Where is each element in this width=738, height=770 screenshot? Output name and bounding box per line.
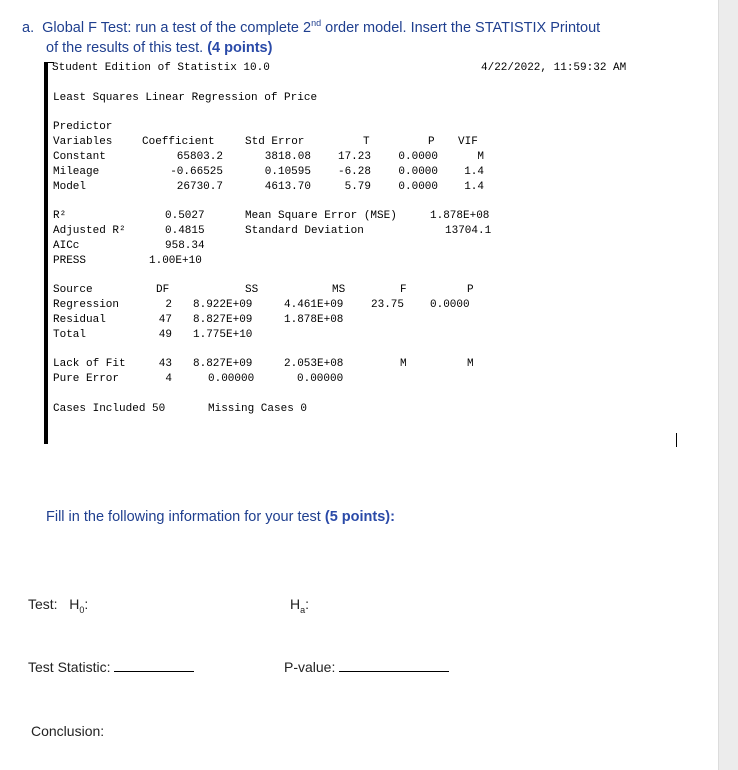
sd-label: Standard Deviation xyxy=(245,225,364,237)
printout-edition: Student Edition of Statistix 10.0 xyxy=(52,62,270,74)
text-cursor xyxy=(676,433,677,447)
lof-row-ms: 2.053E+08 xyxy=(284,358,344,370)
coef-row-var: Constant xyxy=(53,151,106,163)
fit-label: R² xyxy=(53,210,67,222)
anova-header-source: Source xyxy=(53,284,93,296)
anova-row-p: 0.0000 xyxy=(430,299,470,311)
fit-label: Adjusted R² xyxy=(53,225,126,237)
anova-row-source: Total xyxy=(53,329,87,341)
anova-header-p: P xyxy=(467,284,474,296)
anova-row-ss: 8.827E+09 xyxy=(193,314,253,326)
fill-prompt: Fill in the following information for your test (5 points): xyxy=(46,509,395,525)
scrollbar[interactable] xyxy=(718,0,738,770)
cases-included: Cases Included 50 xyxy=(53,403,166,415)
header-coefficient: Coefficient xyxy=(142,136,215,148)
ha-label: $H_a$: xyxy=(290,596,310,615)
anova-row-df: 49 xyxy=(158,329,172,341)
coef-row-vif: M xyxy=(477,151,484,163)
printout-timestamp: 4/22/2022, 11:59:32 AM xyxy=(481,62,627,74)
question-letter: a. xyxy=(22,20,35,36)
anova-row-df: 47 xyxy=(158,314,172,326)
coef-row-t: -6.28 xyxy=(337,166,371,178)
test-statistic-line: Test Statistic: xyxy=(28,659,194,675)
fit-label: AICc xyxy=(53,240,80,252)
header-std-error: Std Error xyxy=(245,136,305,148)
fit-label: PRESS xyxy=(53,255,87,267)
lof-row-ms: 0.00000 xyxy=(297,373,344,385)
coef-row-se: 4613.70 xyxy=(264,181,311,193)
lof-row-p: M xyxy=(467,358,474,370)
coef-row-coef: 65803.2 xyxy=(176,151,223,163)
test-statistic-blank[interactable] xyxy=(114,659,194,672)
lof-row-ss: 8.827E+09 xyxy=(193,358,253,370)
anova-row-source: Regression xyxy=(53,299,120,311)
sd-value: 13704.1 xyxy=(445,225,492,237)
coef-row-var: Mileage xyxy=(53,166,100,178)
anova-row-ss: 1.775E+10 xyxy=(193,329,253,341)
header-t: T xyxy=(363,136,370,148)
conclusion-label: Conclusion: xyxy=(31,723,105,739)
coef-row-vif: 1.4 xyxy=(464,181,484,193)
test-line: Test: $H_0$: xyxy=(28,596,89,615)
anova-row-source: Residual xyxy=(53,314,106,326)
coef-row-t: 17.23 xyxy=(337,151,371,163)
header-predictor: Predictor xyxy=(53,121,113,133)
anova-row-ms: 4.461E+09 xyxy=(284,299,344,311)
h0-label: $H_0$: xyxy=(69,596,89,615)
lof-row-ss: 0.00000 xyxy=(208,373,255,385)
anova-row-ms: 1.878E+08 xyxy=(284,314,344,326)
coef-row-se: 3818.08 xyxy=(264,151,311,163)
fit-value: 1.00E+10 xyxy=(149,255,202,267)
anova-header-ms: MS xyxy=(332,284,346,296)
anova-header-df: DF xyxy=(156,284,170,296)
printout-title: Least Squares Linear Regression of Price xyxy=(53,92,318,104)
pvalue-line: P-value: xyxy=(284,659,449,675)
anova-header-f: F xyxy=(400,284,407,296)
question-line-2: of the results of this test. (4 points) xyxy=(46,40,273,56)
anova-row-f: 23.75 xyxy=(371,299,405,311)
lof-row-df: 4 xyxy=(165,373,172,385)
lof-row-df: 43 xyxy=(158,358,172,370)
mse-value: 1.878E+08 xyxy=(430,210,490,222)
anova-header-ss: SS xyxy=(245,284,259,296)
anova-row-df: 2 xyxy=(165,299,172,311)
fit-value: 0.4815 xyxy=(165,225,205,237)
mse-label: Mean Square Error (MSE) xyxy=(245,210,397,222)
coef-row-p: 0.0000 xyxy=(398,181,438,193)
printout-border xyxy=(44,62,48,444)
coef-row-t: 5.79 xyxy=(344,181,371,193)
coef-row-coef: -0.66525 xyxy=(170,166,223,178)
header-vif: VIF xyxy=(458,136,478,148)
fit-value: 0.5027 xyxy=(165,210,205,222)
header-p: P xyxy=(428,136,435,148)
coef-row-vif: 1.4 xyxy=(464,166,484,178)
lof-row-f: M xyxy=(400,358,407,370)
header-variables: Variables xyxy=(53,136,113,148)
missing-cases: Missing Cases 0 xyxy=(208,403,308,415)
coef-row-coef: 26730.7 xyxy=(176,181,223,193)
coef-row-p: 0.0000 xyxy=(398,166,438,178)
fit-value: 958.34 xyxy=(165,240,205,252)
coef-row-p: 0.0000 xyxy=(398,151,438,163)
coef-row-se: 0.10595 xyxy=(264,166,311,178)
question-points: (4 points) xyxy=(207,40,273,56)
question-line-1: a. Global F Test: run a test of the complete 2nd order model. Insert the STATISTIX Printout xyxy=(22,18,601,36)
coef-row-var: Model xyxy=(53,181,87,193)
anova-row-ss: 8.922E+09 xyxy=(193,299,253,311)
lof-row-source: Lack of Fit xyxy=(53,358,126,370)
pvalue-blank[interactable] xyxy=(339,659,449,672)
lof-row-source: Pure Error xyxy=(53,373,120,385)
